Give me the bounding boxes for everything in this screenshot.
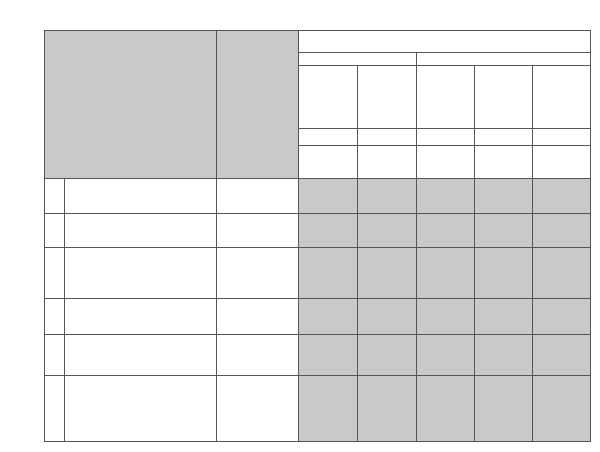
column-desc-cell: [416, 65, 475, 129]
data-cell: [298, 178, 358, 214]
column-description: [419, 66, 472, 125]
column-ref-cell: [357, 145, 417, 179]
data-cell: [474, 213, 533, 248]
data-cell: [357, 213, 417, 248]
column-code-cell: [474, 128, 533, 146]
row-label-cell: [64, 375, 217, 442]
references-header: [216, 30, 299, 179]
column-description: [535, 66, 588, 125]
row-code-cell: [44, 375, 65, 442]
column-ref-cell: [532, 145, 591, 179]
data-cell: [416, 213, 475, 248]
row-ref-cell: [216, 247, 299, 299]
data-cell: [357, 247, 417, 299]
data-cell: [532, 334, 591, 376]
data-cell: [532, 247, 591, 299]
data-cell: [416, 298, 475, 335]
column-desc-cell: [298, 65, 358, 129]
data-cell: [532, 298, 591, 335]
row-ref-cell: [216, 334, 299, 376]
column-desc-cell: [532, 65, 591, 129]
data-cell: [298, 334, 358, 376]
group-non-doubtful-cell: [298, 52, 417, 66]
data-cell: [416, 375, 475, 442]
group-impairment-cell: [416, 52, 591, 66]
row-ref-cell: [216, 213, 299, 248]
row-ref-cell: [216, 375, 299, 442]
column-description: [477, 66, 530, 125]
column-code-cell: [532, 128, 591, 146]
data-cell: [532, 213, 591, 248]
row-label-cell: [64, 298, 217, 335]
row-code-cell: [44, 298, 65, 335]
row-ref-cell: [216, 178, 299, 214]
data-cell: [298, 375, 358, 442]
data-cell: [357, 298, 417, 335]
data-cell: [416, 334, 475, 376]
column-code-cell: [357, 128, 417, 146]
column-description: [360, 66, 414, 125]
row-label-cell: [64, 247, 217, 299]
data-cell: [298, 213, 358, 248]
data-cell: [298, 247, 358, 299]
data-cell: [532, 375, 591, 442]
data-cell: [474, 298, 533, 335]
row-label-cell: [64, 334, 217, 376]
header-corner: [44, 30, 217, 179]
data-cell: [416, 178, 475, 214]
row-ref-cell: [216, 298, 299, 335]
column-desc-cell: [357, 65, 417, 129]
data-cell: [474, 334, 533, 376]
data-cell: [474, 178, 533, 214]
column-code-cell: [298, 128, 358, 146]
column-ref-cell: [298, 145, 358, 179]
column-desc-cell: [474, 65, 533, 129]
data-cell: [416, 247, 475, 299]
data-cell: [474, 375, 533, 442]
row-label-cell: [64, 213, 217, 248]
data-cell: [474, 247, 533, 299]
data-cell: [357, 375, 417, 442]
data-cell: [357, 178, 417, 214]
data-cell: [357, 334, 417, 376]
column-ref-cell: [474, 145, 533, 179]
column-ref-cell: [416, 145, 475, 179]
row-code-cell: [44, 247, 65, 299]
row-code-cell: [44, 213, 65, 248]
data-cell: [532, 178, 591, 214]
column-code-cell: [416, 128, 475, 146]
financial-report-table: [44, 30, 590, 441]
row-code-cell: [44, 334, 65, 376]
data-cell: [298, 298, 358, 335]
main-title-cell: [298, 30, 591, 53]
row-code-cell: [44, 178, 65, 214]
row-label-cell: [64, 178, 217, 214]
